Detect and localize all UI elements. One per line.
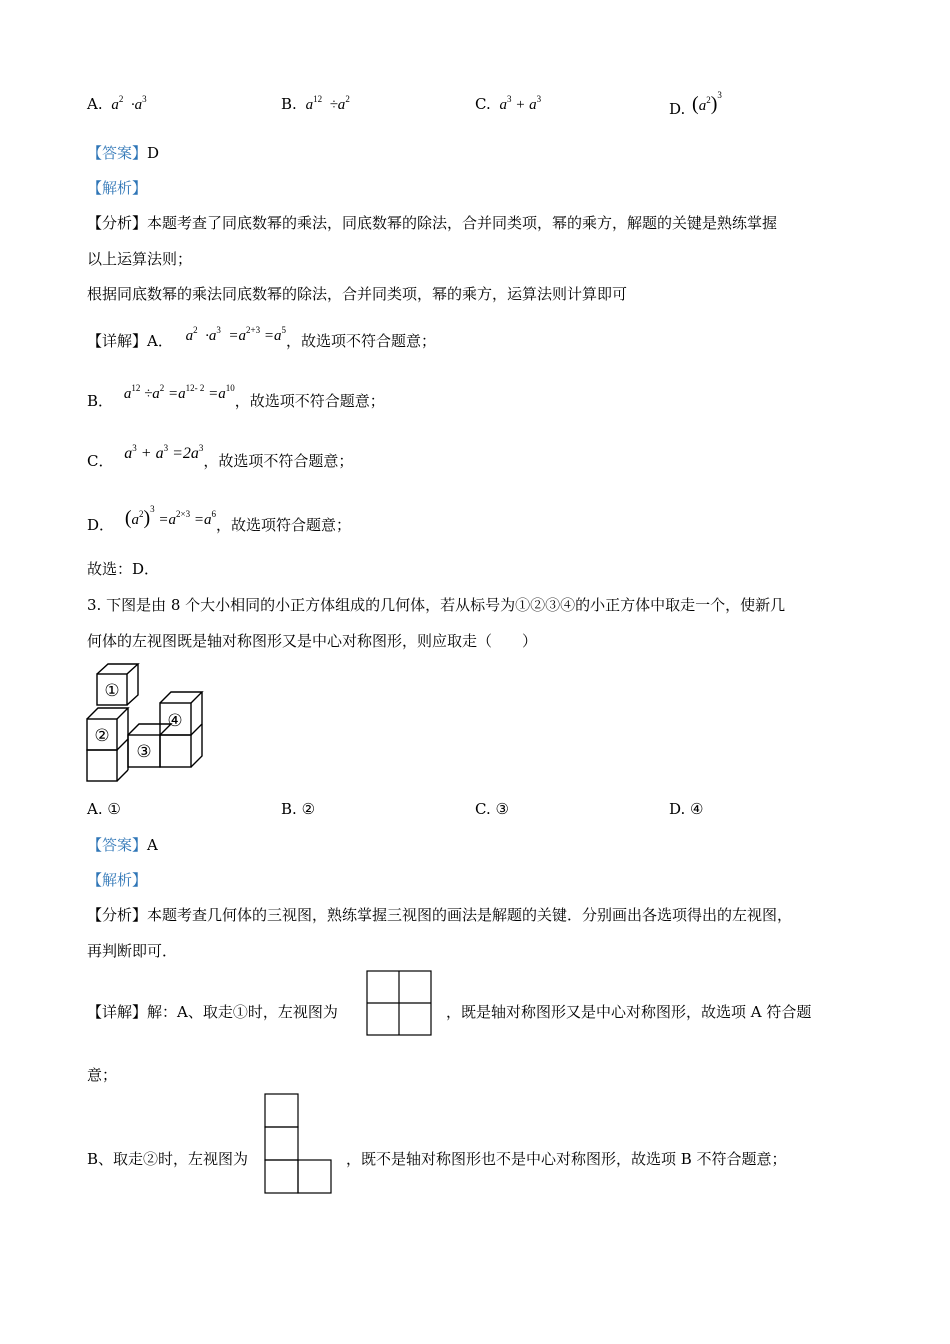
left-view-2x2-grid (366, 970, 434, 1038)
figure-label-3: ③ (136, 742, 152, 762)
q2-answer: 【答案】D (87, 144, 160, 162)
q2-option-c-expr: $a^3 + a^3$ (499, 94, 542, 113)
q3-analysis-tag: 【解析】 (87, 871, 148, 889)
q2-detail-d: D． $(a^2)^3 =a^{2\times 3} =a^6$，故选项符合题意； (87, 504, 351, 534)
q2-detail-a-expr: $a^2 \cdot a^3 =a^{2+3} =a^5$ (185, 325, 286, 344)
q3-detail-a: 【详解】解：A、取走①时，左视图为 (87, 1003, 338, 1021)
q2-option-a-expr: $a^2 \cdot a^3$ (111, 94, 147, 113)
q2-fenxi-line1: 【分析】本题考查了同底数幂的乘法，同底数幂的除法，合并同类项，幂的乘方，解题的关键是熟练掌握 (87, 214, 778, 232)
cube-figure (84, 658, 208, 784)
q2-option-b: B. $a^{12} \div a^2$ (281, 94, 350, 113)
q3-fenxi-line2: 再判断即可． (87, 942, 178, 960)
q3-option-c: C. ③ (475, 800, 509, 818)
figure-label-2: ② (94, 726, 110, 746)
q3-option-d: D. ④ (669, 800, 704, 818)
q2-option-a: A. $a^2 \cdot a^3$ (87, 94, 147, 113)
q3-detail-b: B、取走②时，左视图为 (87, 1150, 249, 1168)
q2-option-d-expr: $(a^2)^3$ (692, 90, 722, 115)
q3-detail-b-post: ，既不是轴对称图形也不是中心对称图形，故选项 B 不符合题意； (346, 1150, 787, 1168)
figure-label-1: ① (104, 681, 120, 701)
q2-detail-d-expr: $(a^2)^3 =a^{2\times 3} =a^6$ (124, 504, 216, 529)
q2-option-b-expr: $a^{12} \div a^2$ (305, 94, 350, 113)
q2-conclusion: 故选：D． (87, 560, 160, 578)
q3-answer: 【答案】A (87, 836, 158, 854)
q2-detail-c-expr: $a^3 + a^3 =2a^3$ (124, 443, 204, 462)
left-view-l-shape (264, 1093, 334, 1195)
q3-option-a: A. ① (87, 800, 121, 818)
q3-stem-line2: 何体的左视图既是轴对称图形又是中心对称图形，则应取走（ ） (87, 632, 538, 650)
q3-detail-a-cont: 意； (87, 1066, 118, 1084)
q3-fenxi-line1: 【分析】本题考查几何体的三视图，熟练掌握三视图的画法是解题的关键．分别画出各选项得出的左视图， (87, 906, 793, 924)
q2-option-c: C. $a^3 + a^3$ (475, 94, 542, 113)
q2-detail-a: 【详解】A． $a^2 \cdot a^3 =a^{2+3} =a^5$，故选项不符合题意； (87, 325, 436, 350)
q3-stem-line1: 3. 下图是由 8 个大小相同的小正方体组成的几何体，若从标号为①②③④的小正方体中取走一个，使新几 (87, 596, 786, 614)
q2-fenxi-line2: 以上运算法则； (87, 250, 193, 268)
q2-fenxi-line3: 根据同底数幂的乘法同底数幂的除法，合并同类项，幂的乘方，运算法则计算即可 (87, 285, 628, 303)
q2-detail-c: C． $a^3 + a^3 =2a^3$，故选项不符合题意； (87, 443, 354, 470)
figure-label-4: ④ (167, 711, 183, 731)
q3-detail-a-post: ，既是轴对称图形又是中心对称图形，故选项 A 符合题 (446, 1003, 812, 1021)
q3-option-b: B. ② (281, 800, 316, 818)
q2-detail-b: B． $a^{12} \div a^2 =a^{12- 2} =a^{10}$，故选项不符合题意； (87, 383, 385, 410)
q2-analysis-tag: 【解析】 (87, 179, 148, 197)
q2-detail-b-expr: $a^{12} \div a^2 =a^{12- 2} =a^{10}$ (123, 383, 235, 402)
q2-option-d: D. $(a^2)^3$ (669, 90, 722, 118)
